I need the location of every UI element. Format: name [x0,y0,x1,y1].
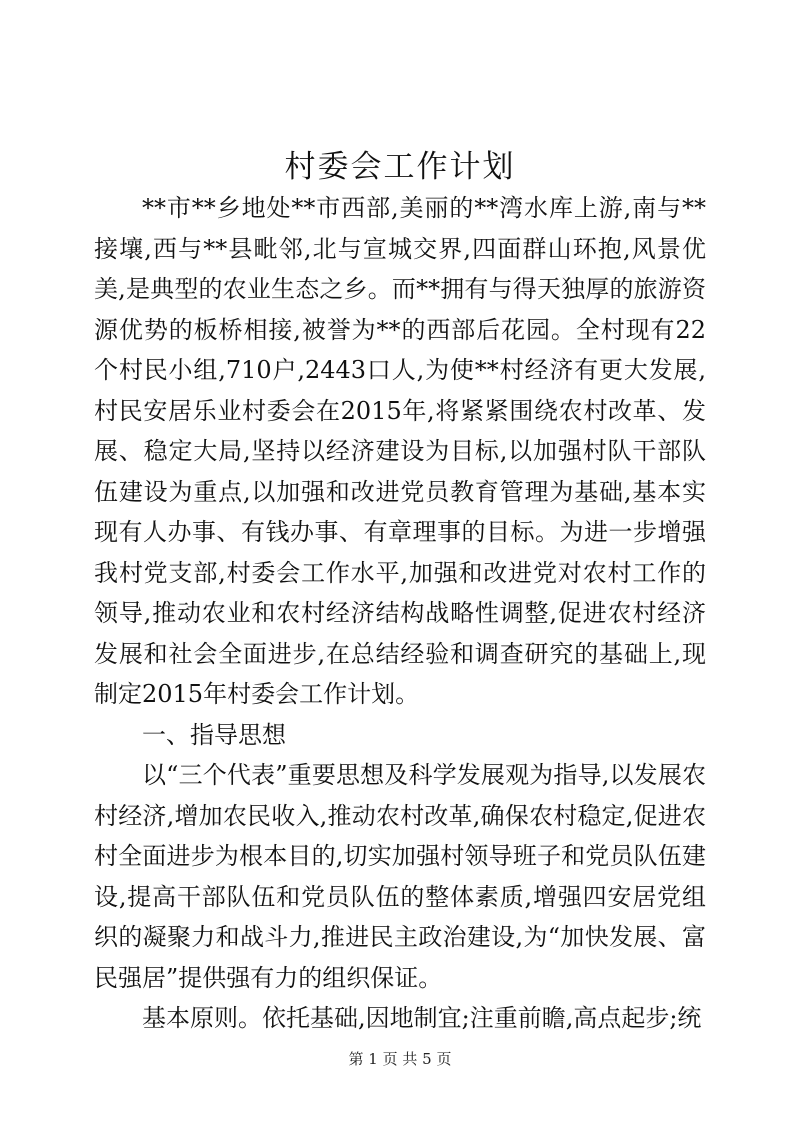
document-body [94,188,706,1039]
guiding-ideology-paragraph: 以“三个代表”重要思想及科学发展观为指导,以发展农村经济,增加农民收入,推动农村改革,确保农村稳定,促进农村全面进步为根本目的,切实加强村领导班子和党员队伍建设,提高干部队伍和党员队伍的整体素质,增强四安居党组织的凝聚力和战斗力,推进民主政治建设,为“加快发展、富民强居”提供强有力的组织保证。 [94,761,706,992]
basic-principles-paragraph: 基本原则。依托基础,因地制宜;注重前瞻,高点起步;统 [142,1004,702,1032]
document-title: 村委会工作计划 [284,149,516,185]
section-heading-guiding-ideology: 一、指导思想 [142,720,286,749]
intro-paragraph: **市**乡地处**市西部,美丽的**湾水库上游,南与**接壤,西与**县毗邻,北与宣城交界,四面群山环抱,风景优美,是典型的农业生态之乡。而**拥有与得天独厚的旅游资源优势的板桥相接,被誉为**的西部后花园。全村现有22个村民小组,710户,2443口人,为使**村经济有更大发展,村民安居乐业村委会在2015年,将紧紧围绕农村改革、发展、稳定大局,坚持以经济建设为目标,以加强村队干部队伍建设为重点,以加强和改进党员教育管理为基础,基本实现有人办事、有钱办事、有章理事的目标。为进一步增强我村党支部,村委会工作水平,加强和改进党对农村工作的领导,推动农业和农村经济结构战略性调整,促进农村经济发展和社会全面进步,在总结经验和调查研究的基础上,现制定2015年村委会工作计划。 [94,194,706,708]
page-footer: 第 1 页 共 5 页 [348,1050,452,1068]
